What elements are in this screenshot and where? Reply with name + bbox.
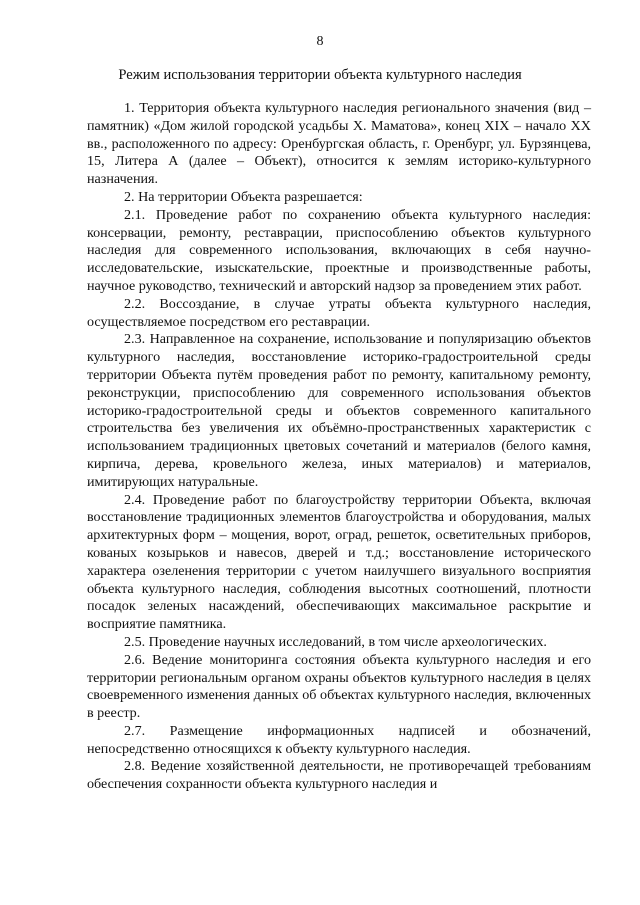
- paragraph-2-7: 2.7. Размещение информационных надписей и обозначений, непосредственно относящихся к объекту культурного наследия.: [87, 722, 591, 757]
- document-body: [87, 100, 591, 794]
- page-title: Режим использования территории объекта культурного наследия: [118, 67, 522, 83]
- paragraph-2-2: 2.2. Воссоздание, в случае утраты объекта культурного наследия, осуществляемое посредством его реставрации.: [87, 295, 591, 330]
- page-number: 8: [316, 34, 324, 49]
- paragraph-2-3: 2.3. Направленное на сохранение, использование и популяризацию объектов культурного наследия, восстановление историко-градостроительной среды территории Объекта путём проведения работ по ремонту, капитальному ремонту, реконструкции, приспособлению для современного использования объектов историко-градостроительной среды и объектов современного капитального строительства без увеличения их объёмно-пространственных характеристик с использованием традиционных цветовых сочетаний и материалов (белого камня, кирпича, дерева, кровельного железа, иных материалов) и материалов, имитирующих натуральные.: [87, 331, 591, 490]
- paragraph-2-5: 2.5. Проведение научных исследований, в том числе археологических.: [124, 633, 547, 650]
- paragraph-2: 2. На территории Объекта разрешается:: [124, 188, 363, 205]
- paragraph-2-8: 2.8. Ведение хозяйственной деятельности, не противоречащей требованиям обеспечения сохранности объекта культурного наследия и: [87, 758, 591, 793]
- paragraph-2-1: 2.1. Проведение работ по сохранению объекта культурного наследия: консервации, ремонту, реставрации, приспособлению объектов культурного наследия для современного использования, включающих в себя научно-исследовательские, изыскательские, проектные и производственные работы, научное руководство, технический и авторский надзор за проведением этих работ.: [87, 206, 591, 294]
- paragraph-2-4: 2.4. Проведение работ по благоустройству территории Объекта, включая восстановление традиционных элементов благоустройства и оборудования, малых архитектурных форм – мощения, ворот, оград, решеток, осветительных приборов, кованых козырьков и навесов, дверей и т.д.; восстановление исторического характера озеленения территории с учетом наилучшего визуального восприятия объекта культурного наследия, соблюдения высотных соотношений, плотности посадок зеленых насаждений, обеспечивающих максимальное раскрытие и восприятие памятника.: [87, 491, 591, 633]
- paragraph-2-6: 2.6. Ведение мониторинга состояния объекта культурного наследия и его территории региональным органом охраны объектов культурного наследия в целях своевременного изменения данных об объектах культурного наследия, включенных в реестр.: [87, 651, 591, 722]
- paragraph-1: 1. Территория объекта культурного наследия регионального значения (вид – памятник) «Дом жилой городской усадьбы Х. Маматова», конец XIX – начало XX вв., расположенного по адресу: Оренбургская область, г. Оренбург, ул. Бурзянцева, 15, Литера А (далее – Объект), относится к землям историко-культурного назначения.: [87, 100, 591, 188]
